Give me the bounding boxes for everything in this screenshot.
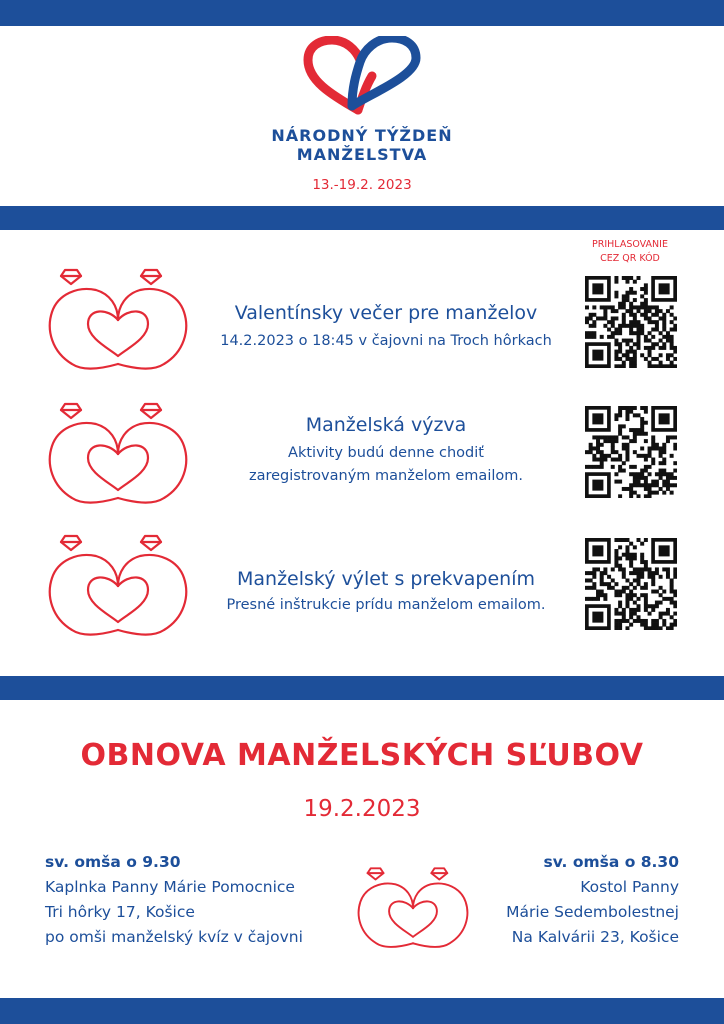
left-line1: Kaplnka Panny Márie Pomocnice [45, 878, 295, 896]
event-1-rings-heart-icon [44, 268, 192, 374]
right-line3: Na Kalvárii 23, Košice [511, 928, 679, 946]
qr-note-line2: CEZ QR KÓD [600, 253, 660, 264]
event-1-text [196, 302, 576, 353]
header-title [212, 126, 512, 164]
left-line3: po omši manželský kvíz v čajovni [45, 928, 303, 946]
event-3-text [196, 568, 576, 617]
event-1-qr-code[interactable] [585, 276, 677, 368]
header-divider-band [0, 206, 724, 230]
qr-note [570, 238, 690, 266]
qr-code-icon [585, 276, 677, 368]
event-1-line1: 14.2.2023 o 18:45 v čajovni na Troch hôrkach [220, 333, 552, 349]
event-2-text [196, 414, 576, 488]
renewal-title: OBNOVA MANŽELSKÝCH SĽUBOV [80, 738, 644, 773]
header-logo [300, 36, 424, 116]
event-3-title: Manželský výlet s prekvapením [236, 568, 536, 590]
renewal-right-block [420, 850, 679, 950]
bottom-band [0, 998, 724, 1024]
event-2-qr-code[interactable] [585, 406, 677, 498]
qr-note-line1: PRIHLASOVANIE [592, 239, 668, 250]
event-2-title: Manželská výzva [305, 414, 467, 436]
event-1-title: Valentínsky večer pre manželov [234, 302, 538, 324]
event-3-qr-code[interactable] [585, 538, 677, 630]
renewal-left-block [45, 850, 365, 950]
header-title-line2: MANŽELSTVA [296, 145, 428, 164]
interlocked-hearts-logo-icon [300, 36, 424, 116]
right-line1: Kostol Panny [580, 878, 679, 896]
qr-code-icon [585, 406, 677, 498]
event-3-line1: Presné inštrukcie prídu manželom emailom. [226, 597, 546, 613]
event-2-line2: zaregistrovaným manželom emailom. [249, 468, 523, 484]
header-title-line1: NÁRODNÝ TÝŽDEŇ [271, 126, 453, 145]
left-line2: Tri hôrky 17, Košice [45, 903, 195, 921]
left-mass-time: sv. omša o 9.30 [45, 853, 181, 871]
qr-code-icon [585, 538, 677, 630]
top-band [0, 0, 724, 26]
header-dates: 13.-19.2. 2023 [312, 177, 412, 193]
event-3-rings-heart-icon [44, 534, 192, 640]
events-divider-band [0, 676, 724, 700]
event-2-line1: Aktivity budú denne chodiť [288, 445, 484, 461]
event-2-rings-heart-icon [44, 402, 192, 508]
right-mass-time: sv. omša o 8.30 [543, 853, 679, 871]
renewal-date: 19.2.2023 [303, 796, 421, 822]
right-line2: Márie Sedembolestnej [506, 903, 679, 921]
